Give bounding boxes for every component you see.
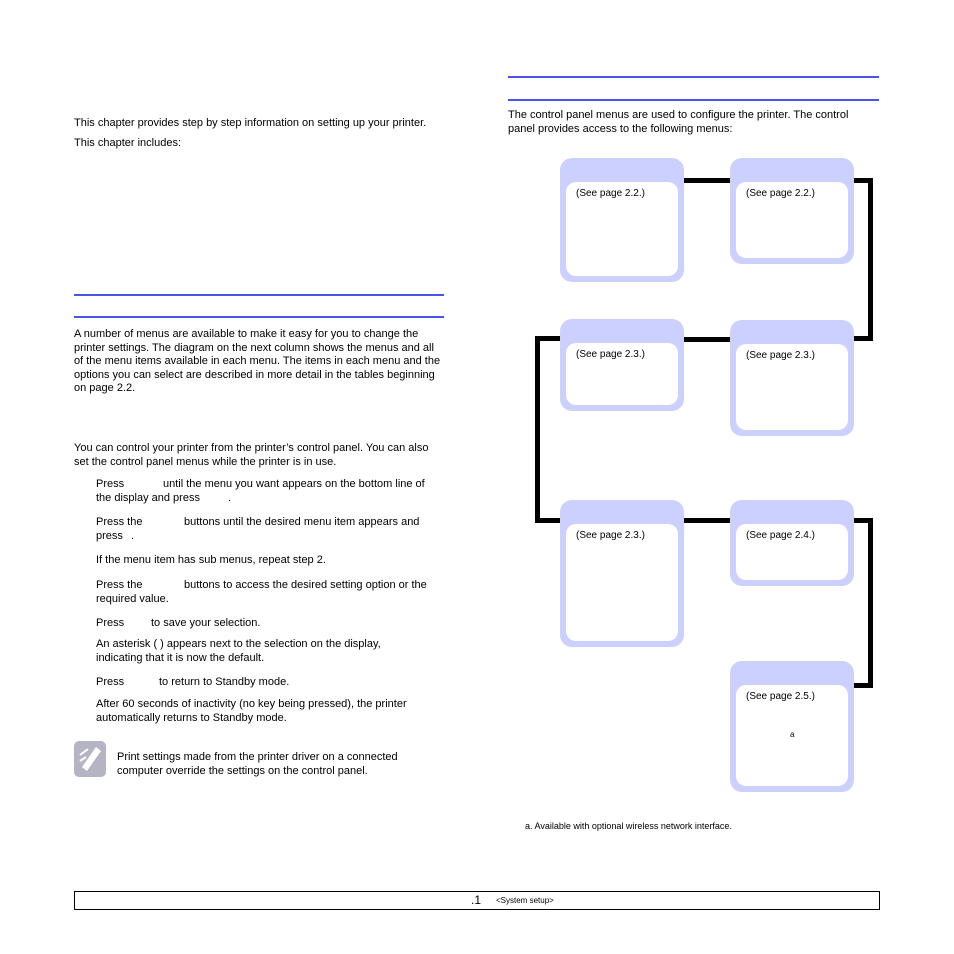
right-intro2: panel provides access to the following menus:	[508, 123, 733, 135]
footnote: a. Available with optional wireless network interface.	[525, 821, 732, 831]
menu-box-6	[730, 500, 854, 586]
connector-right-vertical-2	[868, 518, 873, 688]
page-footer	[74, 891, 880, 910]
see-page-ref: (See page 2.5.)	[746, 691, 815, 702]
see-page-ref: (See page 2.3.)	[746, 350, 815, 361]
step1-press: Press	[96, 478, 125, 490]
includes-label: This chapter includes:	[74, 137, 181, 149]
connector-right-vertical	[868, 178, 873, 341]
step5-press: Press	[96, 676, 125, 688]
menu-box-1	[560, 158, 684, 282]
control-paragraph: You can control your printer from the printer’s control panel. You can also set the control panel menus while the printer is in use.	[74, 442, 429, 468]
menu-box-body	[736, 344, 848, 430]
page-number: .1	[471, 893, 482, 907]
note-icon	[74, 741, 106, 777]
menu-box-body	[736, 685, 848, 786]
menu-box-body	[566, 343, 678, 405]
see-page-ref: (See page 2.3.)	[576, 530, 645, 541]
step1-text2: the display and press	[96, 492, 200, 504]
see-page-ref: (See page 2.3.)	[576, 349, 645, 360]
menu-box-7	[730, 661, 854, 792]
menus-paragraph: A number of menus are available to make it easy for you to change the printer settings. The diagram on the next column shows the menus and all of the menu items available in each menu. The items in each menu and the options you can select are described in more detail in the tables beginning on page 2.2.	[74, 328, 441, 394]
step2-text: buttons until the desired menu item appears and	[184, 516, 420, 528]
see-page-ref: (See page 2.2.)	[746, 188, 815, 199]
see-page-ref: (See page 2.4.)	[746, 530, 815, 541]
connector-left-vertical	[535, 336, 540, 523]
menu-box-body	[736, 524, 848, 580]
see-page-ref: (See page 2.2.)	[576, 188, 645, 199]
menu-box-body	[736, 182, 848, 258]
step2-note: If the menu item has sub menus, repeat step 2.	[96, 554, 326, 566]
menu-box-2	[730, 158, 854, 264]
connector-right-to-4	[853, 336, 873, 341]
connector-1-2	[684, 178, 730, 183]
right-rule-bottom	[508, 99, 879, 101]
section-rule-top	[74, 294, 444, 296]
connector-5-6	[684, 518, 730, 523]
step4-text: to save your selection.	[151, 617, 261, 629]
menu-box-4	[730, 320, 854, 436]
step1-text: until the menu you want appears on the bottom line of	[163, 478, 425, 490]
step4-press: Press	[96, 617, 125, 629]
connector-3-4	[684, 337, 730, 342]
chapter-name: <System setup>	[496, 896, 554, 905]
intro-paragraph: This chapter provides step by step information on setting up your printer.	[74, 117, 427, 129]
menu-box-body	[566, 182, 678, 276]
right-intro1: The control panel menus are used to configure the printer. The control	[508, 109, 849, 121]
step3-press: Press the	[96, 579, 143, 591]
step5-note2: automatically returns to Standby mode.	[96, 712, 287, 724]
step4-note2: indicating that it is now the default.	[96, 652, 265, 664]
step4-note1: An asterisk ( ) appears next to the selection on the display,	[96, 638, 381, 650]
menu-box-body	[566, 524, 678, 641]
step2-press: Press the	[96, 516, 143, 528]
step5-text: to return to Standby mode.	[159, 676, 290, 688]
note-text1: Print settings made from the printer driver on a connected	[117, 751, 398, 763]
right-rule-top	[508, 76, 879, 78]
section-rule-bottom	[74, 316, 444, 318]
note-text2: computer override the settings on the control panel.	[117, 765, 368, 777]
connector-left-bottom	[535, 518, 560, 523]
connector-right-to-7	[853, 683, 873, 688]
menu-box-5	[560, 500, 684, 647]
footnote-mark: a	[790, 730, 795, 739]
step1-period: .	[228, 492, 232, 504]
step2-period: .	[131, 530, 135, 542]
menu-box-3	[560, 319, 684, 411]
step2-text2: press	[96, 530, 123, 542]
step3-text: buttons to access the desired setting option or the	[184, 579, 427, 591]
step5-note1: After 60 seconds of inactivity (no key being pressed), the printer	[96, 698, 407, 710]
step3-text2: required value.	[96, 593, 169, 605]
